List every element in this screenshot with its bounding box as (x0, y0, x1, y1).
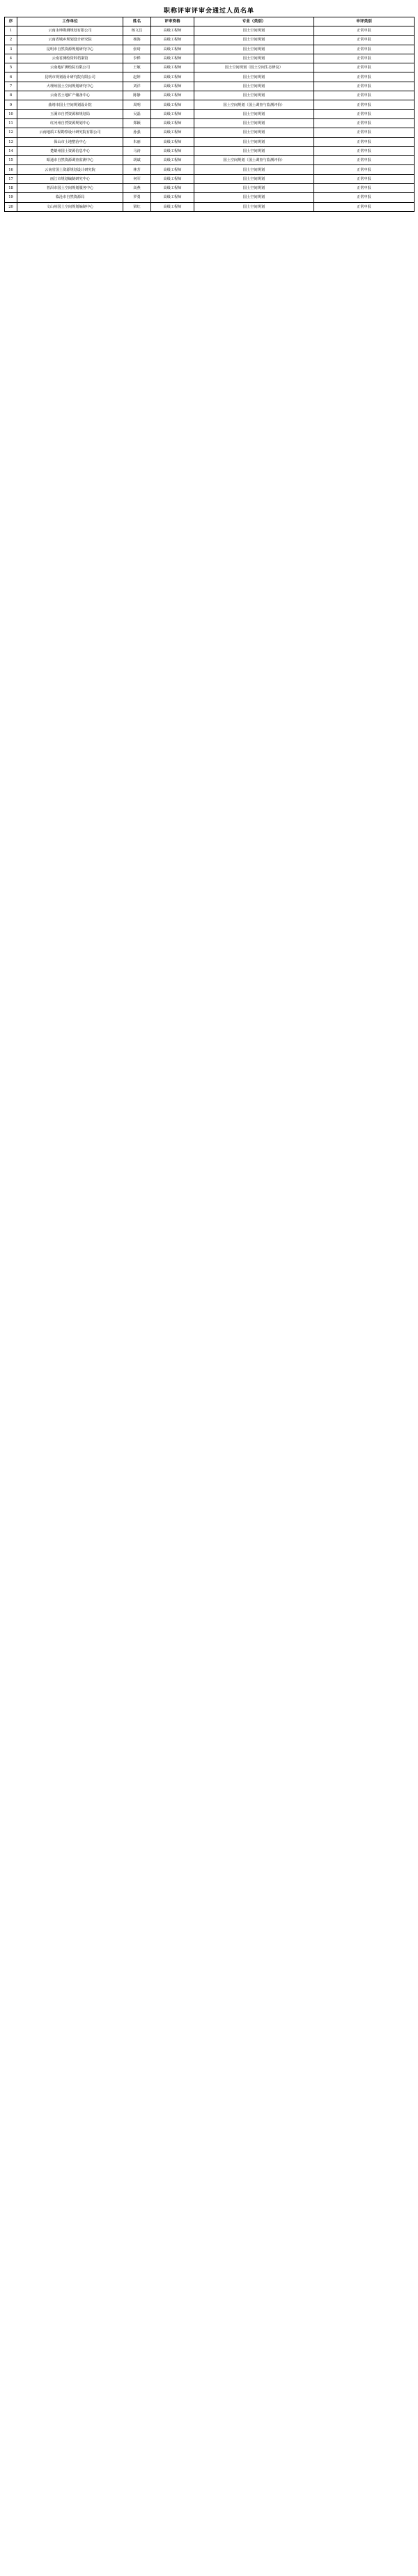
header-unit: 工作单位 (17, 17, 123, 26)
row-index: 19 (5, 193, 17, 202)
row-unit: 云南省测绘资料档案馆 (17, 54, 123, 63)
row-qualification: 高级工程师 (151, 91, 194, 100)
row-major: 国土空间规划 (194, 165, 314, 174)
row-qualification: 高级工程师 (151, 165, 194, 174)
row-major: 国土空间规划 (194, 118, 314, 128)
row-major: 国土空间规划 (194, 36, 314, 45)
row-major: 国土空间规划 (194, 128, 314, 137)
row-major: 国土空间规划 (194, 193, 314, 202)
row-name: 朱丽 (123, 137, 151, 146)
row-major: 国土空间规划 (194, 82, 314, 91)
row-qualification: 高级工程师 (151, 184, 194, 193)
row-qualification: 高级工程师 (151, 72, 194, 82)
row-unit: 云南省城乡规划设计研究院 (17, 36, 123, 45)
table-row (5, 72, 415, 82)
row-unit: 玉溪市自然资源和规划局 (17, 109, 123, 118)
row-major: 国土空间规划 (194, 184, 314, 193)
page-title: 职称评审评审会通过人员名单 (163, 8, 254, 15)
row-index: 5 (5, 63, 17, 72)
row-index: 11 (5, 118, 17, 128)
row-index: 3 (5, 45, 17, 54)
row-type: 正常申报 (314, 202, 415, 211)
row-name: 杨文昌 (123, 26, 151, 36)
row-qualification: 高级工程师 (151, 26, 194, 36)
row-name: 罗勇 (123, 193, 151, 202)
row-unit: 云南省土地矿产储备中心 (17, 91, 123, 100)
row-index: 18 (5, 184, 17, 193)
row-unit: 云南省国土资源规划设计研究院 (17, 165, 123, 174)
row-unit: 云南永坤勘测规划有限公司 (17, 26, 123, 36)
row-name: 王敏 (123, 63, 151, 72)
row-major: 国土空间规划 (194, 45, 314, 54)
row-qualification: 高级工程师 (151, 174, 194, 183)
header-qualification: 评审资格 (151, 17, 194, 26)
row-index: 17 (5, 174, 17, 183)
row-qualification: 高级工程师 (151, 82, 194, 91)
row-type: 正常申报 (314, 36, 415, 45)
table-row (5, 156, 415, 165)
row-name: 高燕 (123, 184, 151, 193)
table-row (5, 146, 415, 155)
row-qualification: 高级工程师 (151, 36, 194, 45)
row-qualification: 高级工程师 (151, 128, 194, 137)
row-unit: 云南地矿测绘院有限公司 (17, 63, 123, 72)
table-header-row (5, 17, 415, 26)
row-unit: 红河州自然资源规划中心 (17, 118, 123, 128)
row-name: 杨海 (123, 36, 151, 45)
table-row (5, 174, 415, 183)
row-type: 正常申报 (314, 193, 415, 202)
row-type: 正常申报 (314, 128, 415, 137)
row-qualification: 高级工程师 (151, 63, 194, 72)
row-index: 7 (5, 82, 17, 91)
row-type: 正常申报 (314, 137, 415, 146)
table-row (5, 63, 415, 72)
row-unit: 普洱市国土空间规划服务中心 (17, 184, 123, 193)
row-qualification: 高级工程师 (151, 156, 194, 165)
table-row (5, 165, 415, 174)
row-qualification: 高级工程师 (151, 118, 194, 128)
row-name: 孙强 (123, 128, 151, 137)
header-name: 姓名 (123, 17, 151, 26)
row-type: 正常申报 (314, 63, 415, 72)
table-row (5, 26, 415, 36)
row-type: 正常申报 (314, 156, 415, 165)
row-name: 梁红 (123, 202, 151, 211)
row-major: 国土空间规划（国土调查与监测评价） (194, 100, 314, 109)
row-major: 国土空间规划 (194, 72, 314, 82)
header-index: 序 (5, 17, 17, 26)
row-unit: 云南地质工程勘察设计研究院有限公司 (17, 128, 123, 137)
row-type: 正常申报 (314, 118, 415, 128)
header-major: 专业（类别） (194, 17, 314, 26)
row-name: 郑颖 (123, 118, 151, 128)
row-major: 国土空间规划 (194, 54, 314, 63)
row-qualification: 高级工程师 (151, 193, 194, 202)
row-name: 何军 (123, 174, 151, 183)
row-index: 13 (5, 137, 17, 146)
row-index: 4 (5, 54, 17, 63)
table-row (5, 82, 415, 91)
table-row (5, 109, 415, 118)
row-unit: 大理州国土空间规划研究中心 (17, 82, 123, 91)
row-type: 正常申报 (314, 184, 415, 193)
table-row (5, 45, 415, 54)
row-unit: 临沧市自然资源局 (17, 193, 123, 202)
row-index: 6 (5, 72, 17, 82)
row-name: 赵婷 (123, 72, 151, 82)
row-qualification: 高级工程师 (151, 54, 194, 63)
row-index: 9 (5, 100, 17, 109)
row-qualification: 高级工程师 (151, 202, 194, 211)
table-row (5, 100, 415, 109)
row-index: 8 (5, 91, 17, 100)
row-index: 10 (5, 109, 17, 118)
row-name: 刘洋 (123, 82, 151, 91)
results-table (4, 17, 415, 212)
row-name: 吴磊 (123, 109, 151, 118)
row-type: 正常申报 (314, 72, 415, 82)
row-type: 正常申报 (314, 54, 415, 63)
row-index: 14 (5, 146, 17, 155)
row-index: 1 (5, 26, 17, 36)
table-row (5, 137, 415, 146)
row-major: 国土空间规划（国土空间生态修复） (194, 63, 314, 72)
table-row (5, 193, 415, 202)
table-row (5, 202, 415, 211)
row-index: 15 (5, 156, 17, 165)
row-qualification: 高级工程师 (151, 146, 194, 155)
row-type: 正常申报 (314, 82, 415, 91)
row-qualification: 高级工程师 (151, 137, 194, 146)
row-major: 国土空间规划 (194, 91, 314, 100)
row-name: 张琦 (123, 45, 151, 54)
row-index: 2 (5, 36, 17, 45)
row-name: 胡斌 (123, 156, 151, 165)
row-major: 国土空间规划 (194, 109, 314, 118)
table-row (5, 184, 415, 193)
table-row (5, 128, 415, 137)
row-type: 正常申报 (314, 45, 415, 54)
row-index: 16 (5, 165, 17, 174)
row-type: 正常申报 (314, 165, 415, 174)
row-name: 马涛 (123, 146, 151, 155)
row-name: 陈静 (123, 91, 151, 100)
row-unit: 楚雄州国土资源信息中心 (17, 146, 123, 155)
row-unit: 昆明市自然资源规划研究中心 (17, 45, 123, 54)
row-type: 正常申报 (314, 109, 415, 118)
row-unit: 保山市土地整治中心 (17, 137, 123, 146)
row-qualification: 高级工程师 (151, 45, 194, 54)
row-name: 周明 (123, 100, 151, 109)
row-type: 正常申报 (314, 174, 415, 183)
row-type: 正常申报 (314, 146, 415, 155)
row-major: 国土空间规划（国土调查与监测评价） (194, 156, 314, 165)
row-type: 正常申报 (314, 26, 415, 36)
row-major: 国土空间规划 (194, 146, 314, 155)
row-type: 正常申报 (314, 91, 415, 100)
table-row (5, 91, 415, 100)
row-name: 林芳 (123, 165, 151, 174)
row-unit: 昭通市自然资源调查监测中心 (17, 156, 123, 165)
row-unit: 丽江市规划编制研究中心 (17, 174, 123, 183)
row-major: 国土空间规划 (194, 137, 314, 146)
row-index: 20 (5, 202, 17, 211)
row-unit: 文山州国土空间规划编制中心 (17, 202, 123, 211)
header-type: 申评类别 (314, 17, 415, 26)
row-qualification: 高级工程师 (151, 109, 194, 118)
table-body (5, 26, 415, 212)
row-unit: 昆明市规划设计研究院有限公司 (17, 72, 123, 82)
table-row (5, 54, 415, 63)
row-major: 国土空间规划 (194, 26, 314, 36)
row-unit: 曲靖市国土空间规划设计院 (17, 100, 123, 109)
row-major: 国土空间规划 (194, 202, 314, 211)
row-index: 12 (5, 128, 17, 137)
row-name: 李桦 (123, 54, 151, 63)
row-major: 国土空间规划 (194, 174, 314, 183)
table-row (5, 118, 415, 128)
table-row (5, 36, 415, 45)
row-type: 正常申报 (314, 100, 415, 109)
row-qualification: 高级工程师 (151, 100, 194, 109)
